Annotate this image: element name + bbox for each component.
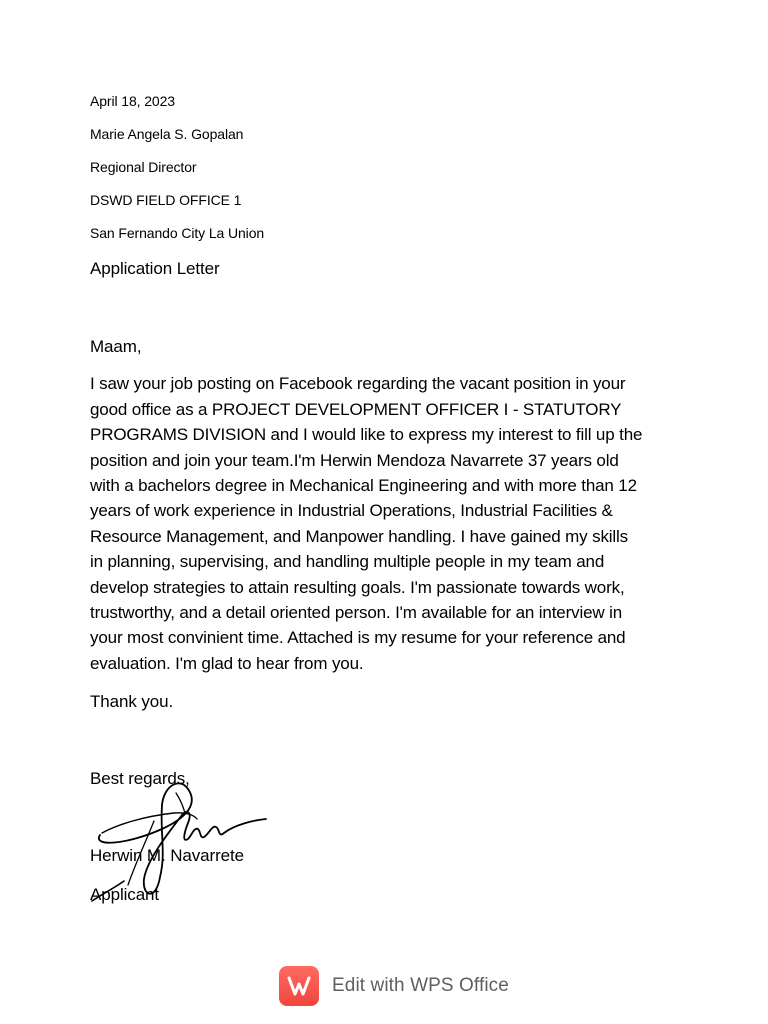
body-line: develop strategies to attain resulting goals. I'm passionate towards work,: [90, 578, 625, 597]
recipient-office: DSWD FIELD OFFICE 1: [90, 192, 242, 208]
recipient-address: San Fernando City La Union: [90, 225, 265, 241]
body-line: your most convinient time. Attached is my resume for your reference and: [90, 628, 626, 647]
body-line: evaluation. I'm glad to hear from you.: [90, 654, 364, 673]
recipient-title: Regional Director: [90, 159, 197, 175]
body-line: PROGRAMS DIVISION and I would like to express my interest to fill up the: [90, 425, 643, 444]
signer-role: Applicant: [90, 885, 160, 904]
wps-footer[interactable]: [279, 964, 509, 1008]
body-line: I saw your job posting on Facebook regarding the vacant position in your: [90, 374, 626, 393]
edit-with-wps-label: Edit with WPS Office: [332, 975, 509, 996]
body-line: in planning, supervising, and handling multiple people in my team and: [90, 552, 605, 571]
body-line: Resource Management, and Manpower handling. I have gained my skills: [90, 527, 629, 546]
recipient-name: Marie Angela S. Gopalan: [90, 126, 244, 142]
body-line: good office as a PROJECT DEVELOPMENT OFFICER I - STATUTORY: [90, 400, 622, 419]
body-line: trustworthy, and a detail oriented person. I'm available for an interview in: [90, 603, 623, 622]
signer-name: Herwin M. Navarrete: [90, 846, 244, 865]
thank-you: Thank you.: [90, 692, 174, 711]
body-line: position and join your team.I'm Herwin Mendoza Navarrete 37 years old: [90, 451, 619, 470]
wps-office-logo-icon: [279, 966, 319, 1006]
letter-subject: Application Letter: [90, 259, 220, 278]
salutation: Maam,: [90, 337, 142, 356]
letter-date: April 18, 2023: [90, 93, 175, 109]
closing: Best regards,: [90, 769, 190, 788]
body-line: with a bachelors degree in Mechanical Engineering and with more than 12: [90, 476, 637, 495]
body-line: years of work experience in Industrial Operations, Industrial Facilities &: [90, 501, 613, 520]
